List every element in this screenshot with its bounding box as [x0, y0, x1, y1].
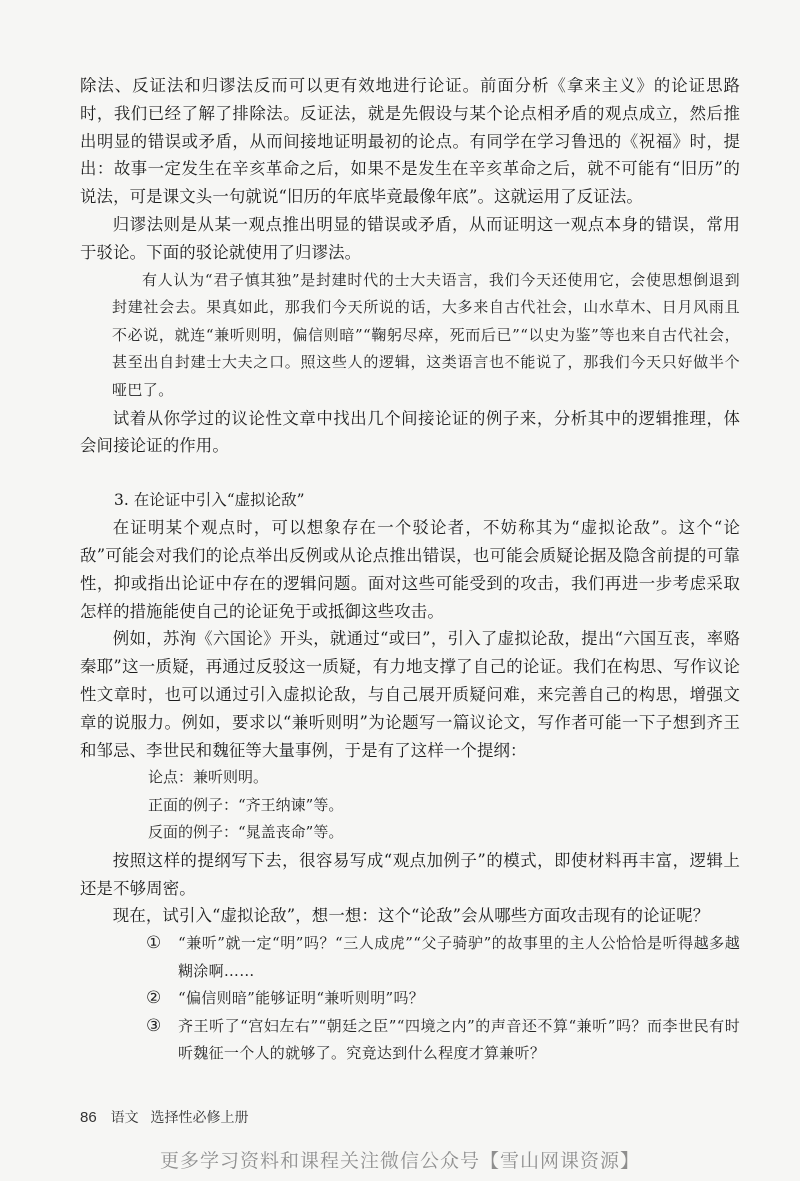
- question-item: [146, 930, 740, 985]
- paragraph-prompt: 现在，试引入“虚拟论敌”，想一想：这个“论敌”会从哪些方面攻击现有的论证呢？: [112, 906, 710, 926]
- section-heading: 3. 在论证中引入“虚拟论敌”: [114, 491, 305, 510]
- volume-title: 选择性必修上册: [150, 1109, 249, 1125]
- paragraph-virtual-opponent: 在证明某个观点时，可以想象存在一个驳论者，不妨称其为“虚拟论敌”。这个“论敌”可能会对我们的论点举出反例或从论点推出错误，也可能会质疑论据及隐含前提的可靠性，抑或指出论证中存在的逻辑问题。面对这些可能受到的攻击，我们再进一步考虑采取怎样的措施能使自己的论证免于或抵御这些攻击。: [80, 518, 740, 621]
- question-text: “兼听”就一定“明”吗？“三人成虎”“父子骑驴”的故事里的主人公恰恰是听得越多越糊涂啊……: [178, 934, 740, 980]
- quoted-example: 有人认为“君子慎其独”是封建时代的士大夫语言，我们今天还使用它，会使思想倒退到封建社会去。果真如此，那我们今天所说的话，大多来自古代社会，山水草木、日月风雨且不必说，就连“兼听则明，偏信则暗”“鞠躬尽瘁，死而后已”“以史为鉴”等也来自古代社会，甚至出自封建士大夫之口。照这些人的逻辑，这类语言也不能说了，那我们今天只好做半个哑巴了。: [112, 270, 740, 399]
- body-text: [80, 72, 740, 1068]
- paragraph-outline-critique: 按照这样的提纲写下去，很容易写成“观点加例子”的模式，即使材料再丰富，逻辑上还是不够周密。: [80, 850, 740, 898]
- outline-item: 论点：兼听则明。: [148, 768, 269, 787]
- watermark-text: 更多学习资料和课程关注微信公众号【雪山网课资源】: [159, 1150, 640, 1172]
- question-text: 齐王听了“宫妇左右”“朝廷之臣”“四境之内”的声音还不算“兼听”吗？而李世民有时听魏征一个人的就够了。究竟达到什么程度才算兼听？: [178, 1016, 740, 1063]
- question-item: [146, 985, 740, 1013]
- paragraph-example: 例如，苏洵《六国论》开头，就通过“或曰”，引入了虚拟论敌，提出“六国互丧，率赂秦耶”这一质疑，再通过反驳这一质疑，有力地支撑了自己的论证。我们在构思、写作议论性文章时，也可以通过引入虚拟论敌，与自己展开质疑问难，来完善自己的构思，增强文章的说服力。例如，要求以“兼听则明”为论题写一篇议论文，写作者可能一下子想到齐王和邹忌、李世民和魏征等大量事例，于是有了这样一个提纲：: [80, 629, 740, 760]
- question-item: [146, 1013, 740, 1068]
- question-number: ①: [146, 933, 162, 954]
- page-number: 86: [80, 1109, 97, 1126]
- book-title: 语文: [110, 1109, 139, 1125]
- outline-item: 正面的例子：“齐王纳谏”等。: [148, 795, 344, 814]
- question-number: ②: [146, 988, 162, 1009]
- question-text: “偏信则暗”能够证明“兼听则明”吗？: [178, 989, 425, 1008]
- question-number: ③: [146, 1015, 162, 1036]
- paragraph-continued: 除法、反证法和归谬法反而可以更有效地进行论证。前面分析《拿来主义》的论证思路时，我们已经了解了排除法。反证法，就是先假设与某个论点相矛盾的观点成立，然后推出明显的错误或矛盾，从而间接地证明最初的论点。有同学在学习鲁迅的《祝福》时，提出：故事一定发生在辛亥革命之后，如果不是发生在辛亥革命之后，就不可能有“旧历”的说法，可是课文头一句就说“旧历的年底毕竟最像年底”。这就运用了反证法。: [80, 76, 740, 207]
- outline-item: 反面的例子：“晁盖丧命”等。: [148, 823, 344, 842]
- page-footer: [80, 1107, 248, 1127]
- paragraph-exercise: 试着从你学过的议论性文章中找出几个间接论证的例子来，分析其中的逻辑推理，体会间接论证的作用。: [80, 408, 740, 456]
- paragraph-reductio: 归谬法则是从某一观点推出明显的错误或矛盾，从而证明这一观点本身的错误，常用于驳论。下面的驳论就使用了归谬法。: [80, 214, 740, 262]
